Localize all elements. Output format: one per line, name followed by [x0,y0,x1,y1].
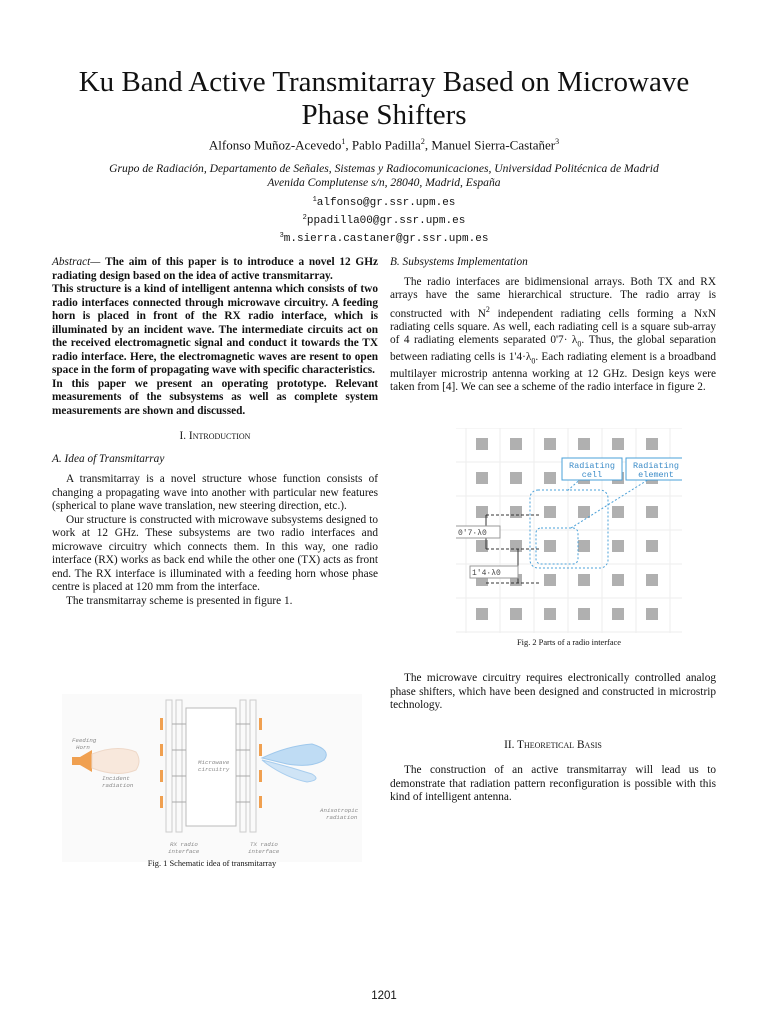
radiating-element-square [476,438,488,450]
author-1-sup: 1 [341,137,346,146]
subsystems-sub-1: 0 [577,339,582,349]
author-list [40,137,728,153]
email-list [40,193,728,247]
label-tx-interface: interface [248,848,280,855]
subsystems-sub-2: 0 [531,356,536,366]
email-1 [40,193,728,211]
email-2-address[interactable]: ppadilla00@gr.ssr.upm.es [306,215,466,227]
radiating-element-square [646,540,658,552]
left-column [52,256,378,608]
theoretical-paragraph: The construction of an active transmitarray will lead us to demonstrate that radiation pattern reconfiguration is possible with this kind of intelligent antenna. [390,764,716,803]
email-2-sup: 2 [302,214,307,222]
author-3-sup: 3 [555,137,560,146]
subsystems-text-d: . Each radiating element is a broadband multilayer microstrip antenna working at 12 GHz. Design keys were taken from [4]. We can see a scheme of the radio interface in figure 2. [390,351,716,394]
paper-title [40,66,728,132]
radiating-element-square [510,506,522,518]
subsystems-text-b: independent radiating cells forming a NxN radiating cells square. As well, each radiating cell is a square sub-array of 4 radiating elements separated 0'7· λ [390,307,716,347]
abstract-label: Abstract [52,256,91,268]
figure-1-diagram [62,694,362,862]
figure-2 [456,428,682,650]
label-rx-interface: interface [168,848,200,855]
radiating-element-square [510,438,522,450]
label-feeding: Feeding [72,737,97,744]
figure-1-caption: Fig. 1 Schematic idea of transmitarray [147,859,277,868]
email-2 [40,211,728,229]
radiating-element-square [544,438,556,450]
radiating-element-square [544,506,556,518]
author-2: , Pablo Padilla [345,137,421,153]
intro-paragraph-2: Our structure is constructed with microwave subsystems designed to work at 12 GHz. These subsystems are two radio interfaces and microwave circuitry which connects them. In this way, one radio interface (RX) works as back end while the other one (TX) acts as front end. The RX interface is illuminated with a feeding horn whose phase centre is placed at 120 mm from the interface. [52,513,378,593]
radiating-element-square [646,438,658,450]
affiliation-line-2: Avenida Complutense s/n, 28040, Madrid, España [267,176,501,189]
radiating-element-square [510,540,522,552]
email-3 [40,229,728,247]
radiating-element-square [578,506,590,518]
subsystems-text-a: The radio interfaces are bidimensional arrays. Both TX and RX arrays have the same hierarchical structure. The radio array is constructed with N [390,275,716,320]
email-1-sup: 1 [312,196,317,204]
abstract-dash: — [90,256,106,268]
label-circuitry: circuitry [198,766,230,773]
abstract-p3: In this paper we present an operating prototype. Relevant measurements of the subsystems as well as complete system measurements are shown and discussed. [52,377,378,417]
subsystems-text-c: . Thus, the global separation between radiating cells is 1'4·λ [390,334,716,364]
subsystems-sup: 2 [485,304,490,314]
radiating-element-square [578,608,590,620]
right-column-lower [390,672,716,805]
figure-2-diagram [456,428,682,633]
figure-2-caption: Fig. 2 Parts of a radio interface [517,638,621,647]
radiating-element-square [544,574,556,586]
label-radiating-element-1: Radiating [633,461,679,471]
label-microwave: Microwave [198,759,230,766]
subsystems-paragraph [390,276,716,395]
title-line-1: Ku Band Active Transmitarray Based on Microwave [78,66,690,98]
abstract-p2: This structure is a kind of intelligent antenna which consists of two radio interfaces connected through microwave circuitry. A feeding horn is placed in front of the RX radio interface, which is illuminated by an incident wave. The intermediate circuits act on the received electromagnetic signal and conduct it towards the TX radio interface. Here, the electromagnetic waves are resent to open space in the form of propagating wave with specific characteristics. [52,283,378,376]
subsection-heading-idea: A. Idea of Transmitarray [52,452,165,465]
section-heading-introduction: I. Introduction [179,430,251,442]
figure-1 [62,694,362,868]
label-tx-radio: TX radio [250,841,278,848]
abstract-text-1: The aim of this paper is to introduce a novel 12 GHz radiating design based on the idea of active transmitarray. [52,256,378,282]
label-radiating-cell-1: Radiating [569,461,615,471]
radiating-element-square [510,472,522,484]
label-radiating-element-2: element [638,470,674,480]
label-horn: Horn [76,744,90,751]
subsection-heading-subsystems: B. Subsystems Implementation [390,256,528,268]
radiating-element-square [544,472,556,484]
radiating-element-square [612,574,624,586]
radiating-element-square [476,608,488,620]
label-radiating-cell-2: cell [581,470,603,480]
label-anisotropic: Anisotropic [320,807,359,814]
radiating-element-square [646,574,658,586]
radiating-element-square [544,540,556,552]
email-1-address[interactable]: alfonso@gr.ssr.upm.es [316,197,456,209]
radiating-element-square [544,608,556,620]
label-anisotropic-radiation: radiation [326,814,358,821]
radiating-element-square [578,438,590,450]
label-dim-14: 1'4·λ0 [472,569,501,578]
phase-shifter-paragraph: The microwave circuitry requires electronically controlled analog phase shifters, which have been designed and constructed in microstrip technology. [390,672,716,711]
page-number: 1201 [371,990,397,1002]
intro-paragraph-3: The transmitarray scheme is presented in figure 1. [66,594,293,607]
radiating-element-square [646,608,658,620]
radiating-element-square [612,438,624,450]
radiating-element-square [476,472,488,484]
radiating-element-square [612,540,624,552]
abstract-p1 [52,256,378,283]
intro-paragraph-1: A transmitarray is a novel structure whose function consists of changing a propagating wave into another with particular new features (spherical to plane wave translation, new steering direction, etc.). [52,473,378,512]
label-incident-radiation: radiation [102,782,134,789]
affiliation [40,162,728,190]
author-3: , Manuel Sierra-Castañer [424,137,556,153]
author-2-sup: 2 [420,137,425,146]
label-rx-radio: RX radio [170,841,198,848]
email-3-address[interactable]: m.sierra.castaner@gr.ssr.upm.es [283,233,489,245]
affiliation-line-1: Grupo de Radiación, Departamento de Señales, Sistemas y Radiocomunicaciones, Universidad Politécnica de Madrid [109,162,659,175]
incident-radiation-beam [92,748,139,773]
radiating-element-square [578,540,590,552]
radiating-element-square [612,608,624,620]
radiating-element-square [578,574,590,586]
radiating-element-square [646,506,658,518]
section-heading-theoretical: II. Theoretical Basis [504,738,602,751]
email-3-sup: 3 [279,232,284,240]
right-column [390,256,716,395]
label-dim-07: 0'7·λ0 [458,529,487,538]
title-line-2: Phase Shifters [301,99,467,131]
radiating-element-square [510,608,522,620]
author-1: Alfonso Muñoz-Acevedo [208,137,342,153]
label-incident: Incident [102,775,130,782]
radiating-element-square [612,506,624,518]
